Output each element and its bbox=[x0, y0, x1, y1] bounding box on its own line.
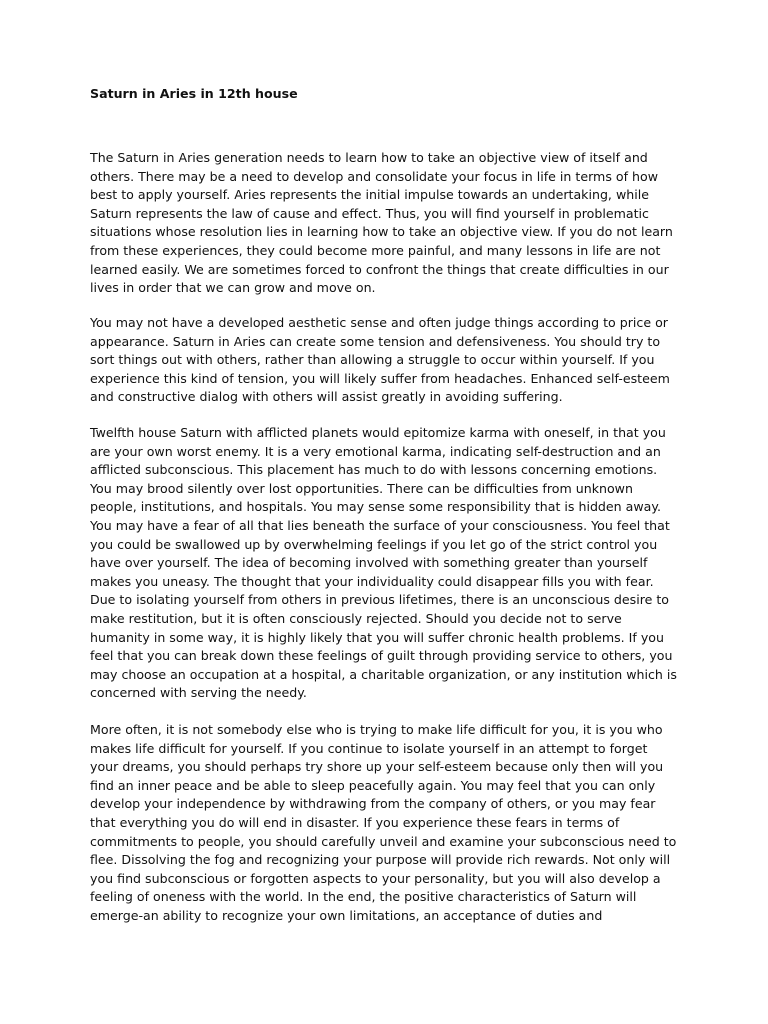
text-line: More often, it is not somebody else who is trying to make life difficult for you, it is you who bbox=[90, 722, 663, 737]
text-line: flee. Dissolving the fog and recognizing your purpose will provide rich rewards. Not only will bbox=[90, 852, 671, 868]
document-title: Saturn in Aries in 12th house bbox=[90, 86, 298, 101]
text-line: from these experiences, they could become more painful, and many lessons in life are not bbox=[90, 242, 661, 258]
text-line: learned easily. We are sometimes forced to confront the things that create difficulties in our bbox=[90, 261, 669, 277]
text-line: humanity in some way, it is highly likely that you will suffer chronic health problems. If you bbox=[90, 629, 664, 645]
text-line: your dreams, you should perhaps try shore up your self-esteem because only then will you bbox=[90, 759, 664, 775]
text-line: lives in order that we can grow and move on. bbox=[90, 280, 376, 296]
text-line: Saturn represents the law of cause and effect. Thus, you will find yourself in problematic bbox=[90, 205, 649, 221]
text-line: others. There may be a need to develop and consolidate your focus in life in terms of how bbox=[90, 168, 659, 184]
text-line: and constructive dialog with others will assist greatly in avoiding suffering. bbox=[90, 389, 563, 405]
text-line: best to apply yourself. Aries represents the initial impulse towards an undertaking, while bbox=[90, 187, 649, 203]
text-line: concerned with serving the needy. bbox=[90, 685, 307, 701]
paragraph-1 bbox=[90, 149, 673, 298]
text-line: that everything you do will end in disaster. If you experience these fears in terms of bbox=[90, 814, 620, 830]
text-line: you find subconscious or forgotten aspects to your personality, but you will also develop a bbox=[90, 870, 661, 886]
text-line: find an inner peace and be able to sleep peacefully again. You may feel that you can only bbox=[90, 777, 656, 793]
text-line: experience this kind of tension, you will likely suffer from headaches. Enhanced self-esteem bbox=[90, 370, 670, 386]
text-line: emerge-an ability to recognize your own limitations, an acceptance of duties and bbox=[90, 907, 603, 923]
text-line: feel that you can break down these feelings of guilt through providing service to others, you bbox=[90, 648, 673, 664]
text-line: Due to isolating yourself from others in previous lifetimes, there is an unconscious desire to bbox=[90, 592, 669, 608]
text-line: you could be swallowed up by overwhelming feelings if you let go of the strict control you bbox=[90, 536, 658, 552]
paragraph-4 bbox=[90, 721, 676, 926]
text-line: You may not have a developed aesthetic sense and often judge things according to price or bbox=[90, 315, 668, 330]
text-line: You may have a fear of all that lies beneath the surface of your consciousness. You feel that bbox=[90, 517, 670, 533]
text-line: makes life difficult for yourself. If you continue to isolate yourself in an attempt to forget bbox=[90, 740, 648, 756]
text-line: commitments to people, you should carefully unveil and examine your subconscious need to bbox=[90, 833, 677, 849]
text-line: people, institutions, and hospitals. You may sense some responsibility that is hidden away. bbox=[90, 499, 662, 515]
text-line: sort things out with others, rather than allowing a struggle to occur within yourself. If you bbox=[90, 352, 655, 368]
text-line: You may brood silently over lost opportunities. There can be difficulties from unknown bbox=[90, 480, 633, 496]
text-line: feeling of oneness with the world. In the end, the positive characteristics of Saturn will bbox=[90, 889, 637, 905]
text-line: make restitution, but it is often consciously rejected. Should you decide not to serve bbox=[90, 610, 622, 626]
text-line: are your own worst enemy. It is a very emotional karma, indicating self-destruction and an bbox=[90, 443, 661, 459]
text-line: have over yourself. The idea of becoming involved with something greater than yourself bbox=[90, 555, 648, 571]
text-line: appearance. Saturn in Aries can create some tension and defensiveness. You should try to bbox=[90, 333, 661, 349]
text-line: makes you uneasy. The thought that your individuality could disappear fills you with fear. bbox=[90, 573, 654, 589]
paragraph-3 bbox=[90, 424, 677, 703]
text-line: The Saturn in Aries generation needs to learn how to take an objective view of itself and bbox=[90, 150, 648, 165]
paragraph-2 bbox=[90, 314, 670, 407]
text-line: afflicted subconscious. This placement has much to do with lessons concerning emotions. bbox=[90, 462, 658, 478]
text-line: Twelfth house Saturn with afflicted planets would epitomize karma with oneself, in that you bbox=[90, 425, 666, 440]
text-line: situations whose resolution lies in learning how to take an objective view. If you do not learn bbox=[90, 224, 673, 240]
text-line: develop your independence by withdrawing from the company of others, or you may fear bbox=[90, 796, 656, 812]
text-line: may choose an occupation at a hospital, a charitable organization, or any institution which is bbox=[90, 666, 677, 682]
